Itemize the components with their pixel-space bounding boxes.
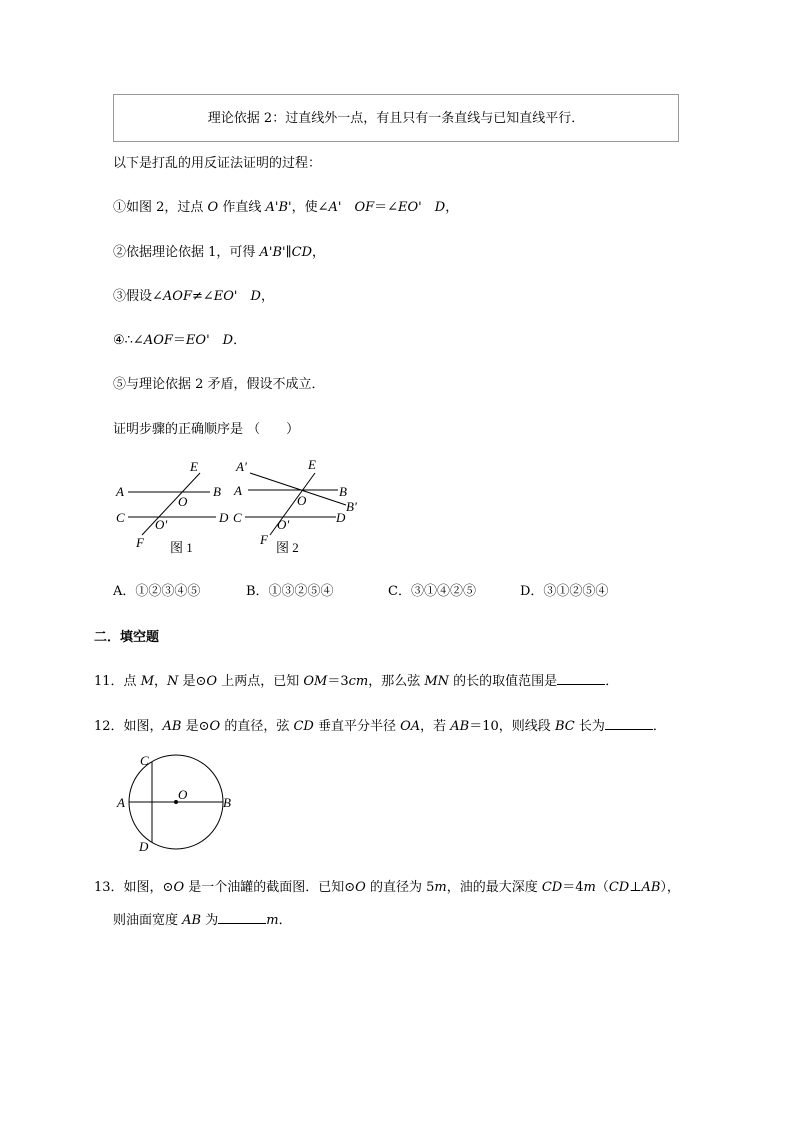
fig1-label-d: D: [219, 510, 229, 525]
answer-blank-11[interactable]: [557, 672, 605, 685]
figures-1-2: [110, 455, 380, 560]
circle-label-b: B: [223, 795, 231, 810]
question-13-line-1: 13．如图，⊙O 是一个油罐的截面图．已知⊙O 的直径为 5m，油的最大深度 CD＝4m（CD⊥AB），: [94, 880, 680, 895]
question-stem: 证明步骤的正确顺序是 （ ）: [113, 422, 300, 437]
fig2-label-d: D: [336, 510, 346, 525]
figure-1: [115, 459, 229, 555]
fig2-label-a: A: [234, 483, 242, 498]
fig2-label-f: F: [260, 532, 268, 547]
fig2-caption: 图 2: [276, 540, 299, 555]
question-11: 11．点 M，N 是⊙O 上两点，已知 OM＝3cm，那么弦 MN 的长的取值范围是 ．: [94, 674, 619, 689]
fig1-label-b: B: [213, 484, 221, 499]
step-1: ①如图 2，过点 O 作直线 A'B'，使∠A' OF＝∠EO' D，: [113, 200, 459, 215]
fig2-label-o: O: [297, 493, 307, 508]
option-d: D．③①②⑤④: [520, 584, 609, 599]
question-12: 12．如图，AB 是⊙O 的直径，弦 CD 垂直平分半径 OA，若 AB＝10，则线段 BC 长为 ．: [94, 719, 666, 734]
question-13-line-2: 则油面宽度 AB 为 m．: [113, 913, 292, 928]
option-a: A．①②③④⑤: [113, 584, 201, 599]
fig1-label-a: A: [116, 484, 124, 499]
fig2-label-a-prime: A': [236, 459, 247, 474]
step-5: ⑤与理论依据 2 矛盾，假设不成立．: [113, 377, 325, 392]
fig2-label-b: B: [339, 484, 347, 499]
fig1-caption: 图 1: [170, 540, 193, 555]
fig1-label-o: O: [178, 494, 188, 509]
figure-circle: [112, 750, 242, 855]
circle-label-d: D: [139, 839, 149, 854]
theory-box: [113, 94, 679, 142]
answer-blank-12[interactable]: [605, 717, 653, 730]
theory-2-text: 理论依据 2：过直线外一点，有且只有一条直线与已知直线平行．: [207, 111, 585, 126]
fig1-label-o-prime: O': [155, 517, 168, 532]
circle-label-o: O: [178, 787, 188, 802]
step-3: ③假设∠AOF≠∠EO' D，: [113, 289, 274, 304]
fig2-label-b-prime: B': [346, 499, 357, 514]
fig1-label-e: E: [190, 459, 198, 474]
step-2: ②依据理论依据 1，可得 A'B'∥CD，: [113, 245, 326, 260]
fig2-label-e: E: [308, 457, 316, 472]
fig2-label-c: C: [233, 510, 242, 525]
fig2-label-o-prime: O': [277, 517, 290, 532]
section-heading-fill-blank: 二．填空题: [94, 630, 160, 645]
proof-intro: 以下是打乱的用反证法证明的过程：: [113, 156, 322, 171]
fig1-label-f: F: [136, 535, 144, 550]
option-c: C．③①④②⑤: [388, 584, 476, 599]
fig1-transversal: [142, 473, 200, 535]
circle-label-a: A: [117, 795, 125, 810]
circle-label-c: C: [140, 753, 149, 768]
figure-2: [233, 457, 357, 555]
answer-blank-13[interactable]: [218, 911, 266, 924]
step-4: ④∴∠AOF＝EO' D．: [113, 333, 247, 348]
fig1-label-c: C: [116, 510, 125, 525]
option-b: B．①③②⑤④: [246, 584, 334, 599]
